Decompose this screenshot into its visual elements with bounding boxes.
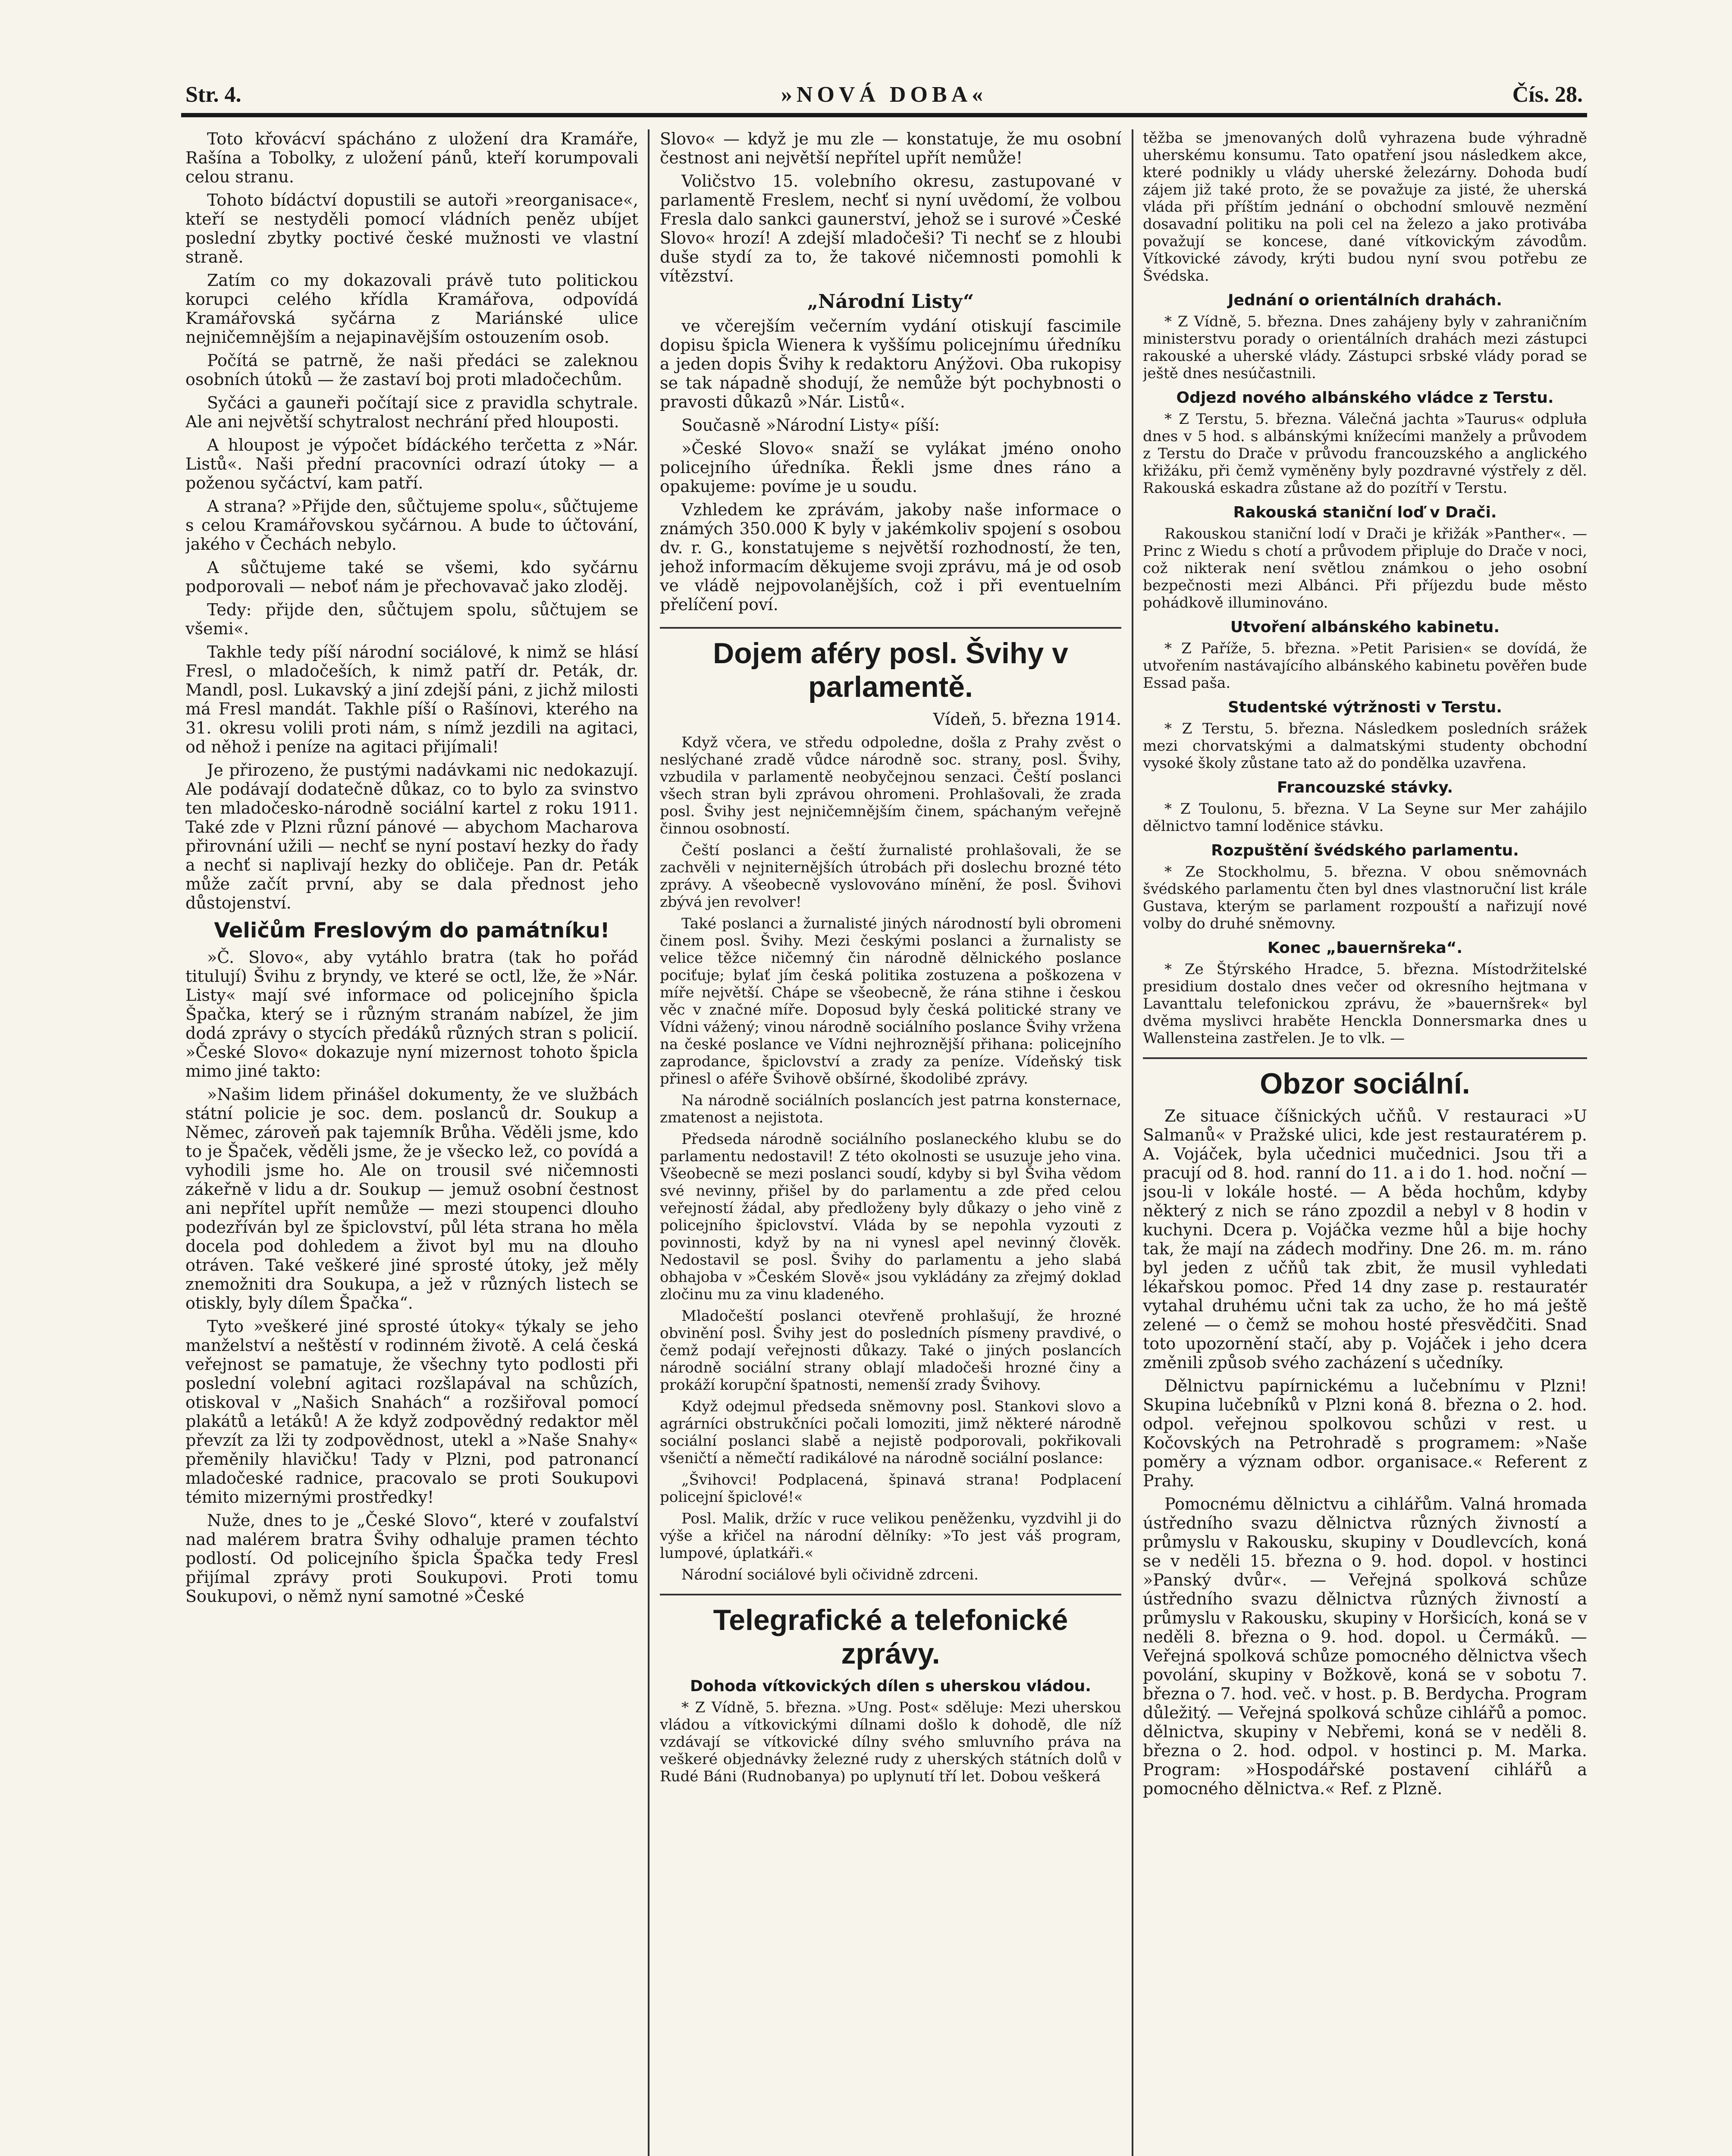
article-paragraph: Dělnictvu papírnickému a lučebnímu v Plzni! Skupina lučebníků v Plzni koná 8. března o 2. hod. odpol. veřejnou spolkovou schůzi v rest. u Kočovských na Petrohradě s programem: »Naše poměry a význam odbor. organisace.« Referent z Prahy. <box>1143 1376 1587 1490</box>
article-paragraph: Počítá se patrně, že naši předáci se zaleknou osobních útoků — že zastaví boj proti mladočechům. <box>185 351 638 389</box>
article-paragraph: těžba se jmenovaných dolů vyhrazena bude výhradně uherskému konsumu. Tato opatření jsou následkem akce, které podnikly u vlády uherské železárny. Dohoda budí zájem již také proto, že se považuje za jisté, že uherská vláda při příštím jednání o obchodní smlouvě nezmění dosavadní politiku na poli cel na železo a jako protivába považují se koncese, dané vítkovickým závodům. Vítkovické závody, krýti budou nyní svou potřebu ze Švédska. <box>1143 129 1587 285</box>
article-paragraph: Tohoto bídáctví dopustili se autoři »reorganisace«, kteří se nestyděli pomocí vládních peněz ubíjet poslední zbytky poctivé české mužnosti ve vlastní straně. <box>185 191 638 266</box>
news-headline: Jednání o orientálních drahách. <box>1228 291 1502 309</box>
article-paragraph: Vzhledem ke zprávám, jakoby naše informace o známých 350.000 K byly v jakémkoliv spojení s osobou dv. r. G., konstatujeme s největší rozhodností, že ten, jehož informacím děkujeme svoji zprávu, má je od osob ve vládě nejpovolanějších, což i při eventuelním přelíčení poví. <box>660 500 1121 614</box>
page-number: Str. 4. <box>185 82 242 107</box>
column-left <box>185 129 638 2156</box>
article-paragraph: Toto křovácví spácháno z uložení dra Kramáře, Rašína a Tobolky, z uložení pánů, kteří korumpovali celou stranu. <box>185 129 638 186</box>
news-headline: Konec „bauernšreka“. <box>1267 939 1463 957</box>
article-paragraph: Tyto »veškeré jiné sprosté útoky« týkaly se jeho manželství a neštěstí v rodinném životě. A celá česká veřejnost se pamatuje, že všechny tyto podlosti při poslední volební agitaci rozšlapával na schůzích, otiskoval v „Našich Snahách“ a rozšiřoval pomocí plakátů a letáků! A že když zodpovědný redaktor měl převzít za lži ty zodpovědnost, utekl a »Naše Snahy« přeměnily hlavičku! Tady v Plzni, pod patronancí mladočeské radnice, pracovalo se proti Soukupovi témito mizernými prostředky! <box>185 1317 638 1507</box>
dateline: Vídeň, 5. března 1914. <box>933 710 1121 729</box>
article-paragraph: Zatím co my dokazovali právě tuto politickou korupci celého křídla Kramářova, odpovídá Kramářovská syčárna z Mariánské ulice nejničemnějším a nejapinavějším ostouzením osob. <box>185 271 638 347</box>
article-paragraph: Takhle tedy píší národní sociálové, k nimž se hlásí Fresl, o mladočeších, k nimž patří dr. Peták, dr. Mandl, posl. Lukavský a jiní zdejší páni, z jichž milosti má Fresl mandát. Takhle píší o Rašínovi, kterého na 31. okresu volili proti nám, s nímž jezdili na agitaci, od něhož i peníze na agitaci přijímali! <box>185 642 638 756</box>
article-paragraph: Voličstvo 15. volebního okresu, zastupované v parlamentě Freslem, nechť si nyní uvědomí, že volbou Fresla dalo sankci gaunerství, jehož se i surové »České Slovo« hrozí! A zdejší mladočeši? Ti nechť se z hloubi duše stydí za to, že takové ničemnosti pomohli k vítězství. <box>660 172 1121 285</box>
article-paragraph: Ze situace číšnických učňů. V restauraci »U Salmanů« v Pražské ulici, kde jest restauratérem p. A. Vojáček, byla učednici mučednici. Jsou tři a pracují od 8. hod. ranní do 11. a i do 1. hod. noční — jsou-li v lokále hosté. — A běda hochům, kdyby některý z nich se ráno zpozdil a nebyl v 8 hodin v kuchyni. Dcera p. Vojáčka vezme hůl a bije hochy tak, že mají na zádech modřiny. Dne 26. m. m. ráno byl jeden z učňů tak zbit, že musil vyhledati lékařskou pomoc. Před 14 dny zase p. restauratér vytahal druhému učni tak za ucho, že ho má ještě zelené — o čemž se mohou hosté přesvědčiti. Snad toto upozornění stačí, aby p. Vojáček i jeho dcera změnili způsob svého zacházení s učedníky. <box>1143 1106 1587 1372</box>
article-paragraph: »Našim lidem přinášel dokumenty, že ve službách státní policie je soc. dem. poslanců dr. Soukup a Němec, zároveň pak tajemník Brůha. Věděli jsme, kdo to je Špaček, věděli jsme, že je všecko lež, co povídá a vyhodili jsme ho. Ale on trousil své ničemnosti zákeřně v lidu a dr. Soukup — jemuž osobní čestnost ani nepřítel upřít nemůže — mezi stoupenci dlouho podezříván byl ze špiclovství, půl léta strana ho měla docela pod dohledem a život byl mu na dlouho otráven. Také veškeré jiné sprosté útoky, jež měly znemožniti dra Soukupa, a jež v různých listech se otiskly, byly dílem Špačka“. <box>185 1085 638 1313</box>
news-headline: Utvoření albánského kabinetu. <box>1230 618 1500 636</box>
article-paragraph: Posl. Malik, držíc v ruce velikou peněženku, vyzdvihl ji do výše a křičel na národní dělníky: »To jest váš program, lumpové, úplatkáři.« <box>660 1510 1121 1562</box>
article-paragraph: * Ze Štýrského Hradce, 5. března. Místodržitelské presidium dostalo dnes večer od okresního hejtmana v Lavanttalu telefonickou zprávu, že »bauernšrek« byl dvěma myslivci hraběte Henckla Donnersmarka dnes u Wallensteina zastřelen. Je to vlk. — <box>1143 961 1587 1047</box>
article-paragraph: „Švihovci! Podplacená, špinavá strana! Podplacení policejní špiclové!« <box>660 1471 1121 1506</box>
article-paragraph: »Č. Slovo«, aby vytáhlo bratra (tak ho pořád titulují) Švihu z bryndy, ve které se octl, lže, že »Nár. Listy« mají své informace od policejního špicla Špačka, který se i různým stranám nabízel, že jim dodá zprávy o stycích předáků různých stran s policií. »České Slovo« dokazuje nyní mizernost tohoto špicla mimo jiné takto: <box>185 948 638 1081</box>
article-paragraph: Také poslanci a žurnalisté jiných národností byli obromeni činem posl. Švihy. Mezi českými poslanci a žurnalisty se velice těžce ničemný čin národně dělnického poslance pociťuje; bylať jím česká politika zostuzena a poškozena v míře největší. Chápe se všeobecně, že rána stihne i českou věc v značné míře. Doposud byly česká politické strany ve Vídni vážený; vinou národně sociálního poslance Švihy vržena na české poslance ve Vídni nejhroznější přihana: policejního zaprodance, špiclovství a zrady za peníze. Vídeňský tisk přinesl o aféře Švihově obšírné, škodolibé zprávy. <box>660 915 1121 1087</box>
article-paragraph: Je přirozeno, že pustými nadávkami nic nedokazují. Ale podávají dodatečně důkaz, co to bylo za svinstvo ten mladočesko-národně sociální kartel z roku 1911. Také zde v Plzni různí pánové — abychom Macharova přirovnání užili — nechť se nyní postaví hezky do řady a nechť si naplivají hezky do obličeje. Pan dr. Peták může začít první, aby se dala přednost jeho důstojenství. <box>185 761 638 912</box>
section-title: Obzor sociální. <box>1260 1067 1470 1100</box>
article-paragraph: Současně »Národní Listy« píší: <box>681 416 940 435</box>
article-paragraph: Když včera, ve středu odpoledne, došla z Prahy zvěst o neslýchané zradě vůdce národně soc. strany, posl. Švihy, vzbudila v parlamentě neobyčejnou senzaci. Čeští poslanci všech stran byli zprávou ohromeni. Prohlašovali, že zrada posl. Švihy jest nejničemnějším činem, spáchaným veřejně činnou osobností. <box>660 734 1121 837</box>
article-continuation <box>660 129 1121 629</box>
news-headline: Dohoda vítkovických dílen s uherskou vládou. <box>690 1677 1091 1695</box>
article-paragraph: Na národně sociálních poslancích jest patrna konsternace, zmatenost a nejistota. <box>660 1092 1121 1126</box>
section-title: Telegrafické a telefonické zprávy. <box>713 1604 1068 1670</box>
article-paragraph: * Z Terstu, 5. března. Následkem posledních srážek mezi chorvatskými a dalmatskými studenty obchodní vysoké školy zůstane tato až do pondělka uzavřena. <box>1143 720 1587 772</box>
news-column <box>1143 129 1587 1047</box>
article-paragraph: Čeští poslanci a čeští žurnalisté prohlašovali, že se zachvěli v nejniternějších útrobách při doslechu brozné této zprávy. A všeobecně vyslovováno mínění, že posl. Švihovi zbývá jen revolver! <box>660 842 1121 911</box>
masthead: »NOVÁ DOBA« <box>781 82 988 107</box>
news-headline: Francouzské stávky. <box>1277 779 1453 796</box>
header-rule <box>181 113 1587 117</box>
article-paragraph: Nuže, dnes to je „České Slovo“, které v zoufalství nad malérem bratra Švihy odhaluje pramen téchto podlostí. Od policejního špicla Špačka tedy Fresl přijímal zprávy proti Soukupovi. Proti tomu Soukupovi, o němž nyní samotné »České <box>185 1511 638 1606</box>
article-paragraph: Pomocnému dělnictvu a cihlářům. Valná hromada ústředního svazu dělnictva různých živností a průmyslu v Rakousku, skupiny v Doudlevcích, koná se v neděli 15. března o 9. hod. dopol. v hostinci »Panský dvůr«. — Veřejná spolková schůze ústředního svazu dělnictva různých živností a průmyslu v Rakousku, skupiny v Horšicích, koná se v neděli 8. března o 9. hod. dopol. u Čermáků. — Veřejná spolková schůze pomocného dělnictva všech povolání, skupiny v Božkově, koná se v sobotu 7. března o 7. hod. več. v host. p. B. Berdycha. Program důležitý. — Veřejná spolková schůze cihlářů a pomoc. dělnictva, skupiny v Nebřemi, koná se v neděli 8. března o 2. hod. odpol. v hostinci p. M. Marka. Program: »Hospodářské postavení cihlářů a pomocného dělnictva.« Ref. z Plzně. <box>1143 1495 1587 1798</box>
article-paragraph: * Z Paříže, 5. března. »Petit Parisien« se dovídá, že utvořením nastávajícího albánského kabinetu pověřen bude Essad paša. <box>1143 640 1587 692</box>
article-body <box>660 734 1121 1583</box>
article-paragraph: A sůčtujeme také se všemi, kdo syčárnu podporovali — neboť nám je přechovavač jako zloděj. <box>185 558 638 596</box>
article-paragraph: * Ze Stockholmu, 5. března. V obou sněmovnách švédského parlamentu čten byl dnes vlastnoruční list krále Gustava, kterým se parlament rozpouští a nařizují nové volby do druhé sněmovny. <box>1143 863 1587 932</box>
news-headline: Rozpuštění švédského parlamentu. <box>1211 842 1519 859</box>
article-paragraph: Rakouskou staniční lodí v Drači je křižák »Panther«. — Princ z Wiedu s chotí a průvodem připluje do Drače v noci, což nikterak není světlou známkou o jeho osobní bezpečnosti mezi Albánci. Při příjezdu bude město pohádkově illuminováno. <box>1143 525 1587 611</box>
article-paragraph: Když odejmul předseda sněmovny posl. Stankovi slovo a agrárníci obstrukčníci počali lomoziti, jimž některé národně sociální poslanci slabě a nejistě podporovali, pokřikovali všeničtí a němečtí radikálové na národně sociální poslance: <box>660 1398 1121 1467</box>
article-headline: Veličům Freslovým do památníku! <box>214 918 610 943</box>
article-paragraph: * Z Vídně, 5. března. Dnes zahájeny byly v zahraničním ministerstvu porady o orientálních drahách mezi zástupci rakouské a uherské vlády. Zástupci srbské vlády porad se ještě dnes nesúčastnili. <box>1143 313 1587 382</box>
section-heading: „Národní Listy“ <box>807 291 974 313</box>
news-headline: Rakouská staniční loď v Drači. <box>1233 504 1497 521</box>
article-paragraph: Předseda národně sociálního poslaneckého klubu se do parlamentu nedostavil! Z této okolnosti se usuzuje jeho vina. Všeobecně se mezi poslanci soudí, kdyby si byl Šviha vědom své nevinny, přišel by do parlamentu a zde před celou veřejností žádal, aby předloženy byly důkazy o jeho vině z policejního špiclovství. Vláda by se nepohla vyzouti z povinnosti, když by na ni vynesl apel nevinný člověk. Nedostavil se posl. Švihy do parlamentu a jeho slabá obhajoba v »Českém Slově« jsou vykládány za zřejmý doklad zločinu mu za vinu kladeného. <box>660 1131 1121 1303</box>
article-paragraph: Syčáci a gauneři počítají sice z pravidla schytrale. Ale ani největší schytralost nechrání před hlouposti. <box>185 393 638 431</box>
article-paragraph: Mladočeští poslanci otevřeně prohlašují, že hrozné obvinění posl. Švihy jest do posledních písmeny pravdivé, o čemž podají veřejnosti důkazy. Také o jiných poslancích národně sociální strany oblají mladočeši hrozné činy a prokáží korupční špatnosti, nemenší zrady Švihovy. <box>660 1307 1121 1394</box>
article-paragraph: ve včerejším večerním vydání otiskují fascimile dopisu špicla Wienera k vyššímu policejnímu úředníku a jeden dopis Švihy k redaktoru Anýžovi. Oba rukopisy se tak nápadně shodují, že nemůže být pochybnosti o pravosti důkazů »Nár. Listů«. <box>660 317 1121 411</box>
column-middle <box>660 129 1121 2156</box>
article-headline: Dojem aféry posl. Švihy v parlamentě. <box>713 637 1068 703</box>
section-divider <box>1143 1057 1587 1059</box>
article-paragraph: A strana? »Přijde den, sůčtujeme spolu«, sůčtujeme s celou Kramářovskou syčárnou. A bude to účtování, jakého v Čechách nebylo. <box>185 497 638 554</box>
news-headline: Odjezd nového albánského vládce z Terstu. <box>1176 389 1554 407</box>
column-right <box>1143 129 1587 2156</box>
article-paragraph: A hloupost je výpočet bídáckého terčetta z »Nár. Listů«. Naši přední pracovníci odrazí útoky — a poženou syčáctví, kam patří. <box>185 436 638 492</box>
article-paragraph: Národní sociálové byli očividně zdrceni. <box>681 1566 979 1583</box>
article-paragraph: Tedy: přijde den, sůčtujem spolu, sůčtujem se všemi«. <box>185 600 638 638</box>
article-paragraph: Slovo« — když je mu zle — konstatuje, že mu osobní čestnost ani největší nepřítel upřít nemůže! <box>660 129 1121 167</box>
page-header <box>185 82 1583 112</box>
column-divider <box>648 129 650 2156</box>
article-paragraph: * Z Terstu, 5. března. Válečná jachta »Taurus« odpluła dnes v 5 hod. s albánskými knížecími manžely a průvodem z Terstu do Drače v průvodu francouzského a anglického křižáku, při čemž vyměněny byly pozdravné výstřely z děl. Rakouská eskadra zůstane až do pozítří v Terstu. <box>1143 411 1587 497</box>
article-paragraph: * Z Toulonu, 5. března. V La Seyne sur Mer zahájilo dělnictvo tamní loděnice stávku. <box>1143 800 1587 835</box>
article-paragraph: »České Slovo« snaží se vylákat jméno onoho policejního úředníka. Řekli jsme dnes ráno a opakujeme: povíme je u soudu. <box>660 439 1121 496</box>
news-headline: Studentské výtržnosti v Terstu. <box>1228 699 1502 716</box>
issue-number: Čís. 28. <box>1512 82 1583 107</box>
article-paragraph: * Z Vídně, 5. března. »Ung. Post« sděluje: Mezi uherskou vládou a vítkovickými dílnami došlo k dohodě, dle níž vzdávají se vítkovické dílny svého smluvního práva na veškeré objednávky železné rudy z uherských státních dolů v Rudé Báni (Rudnobanya) po uplynutí tří let. Dobou veškerá <box>660 1699 1121 1785</box>
column-divider <box>1132 129 1133 2156</box>
section-divider <box>660 1594 1121 1595</box>
